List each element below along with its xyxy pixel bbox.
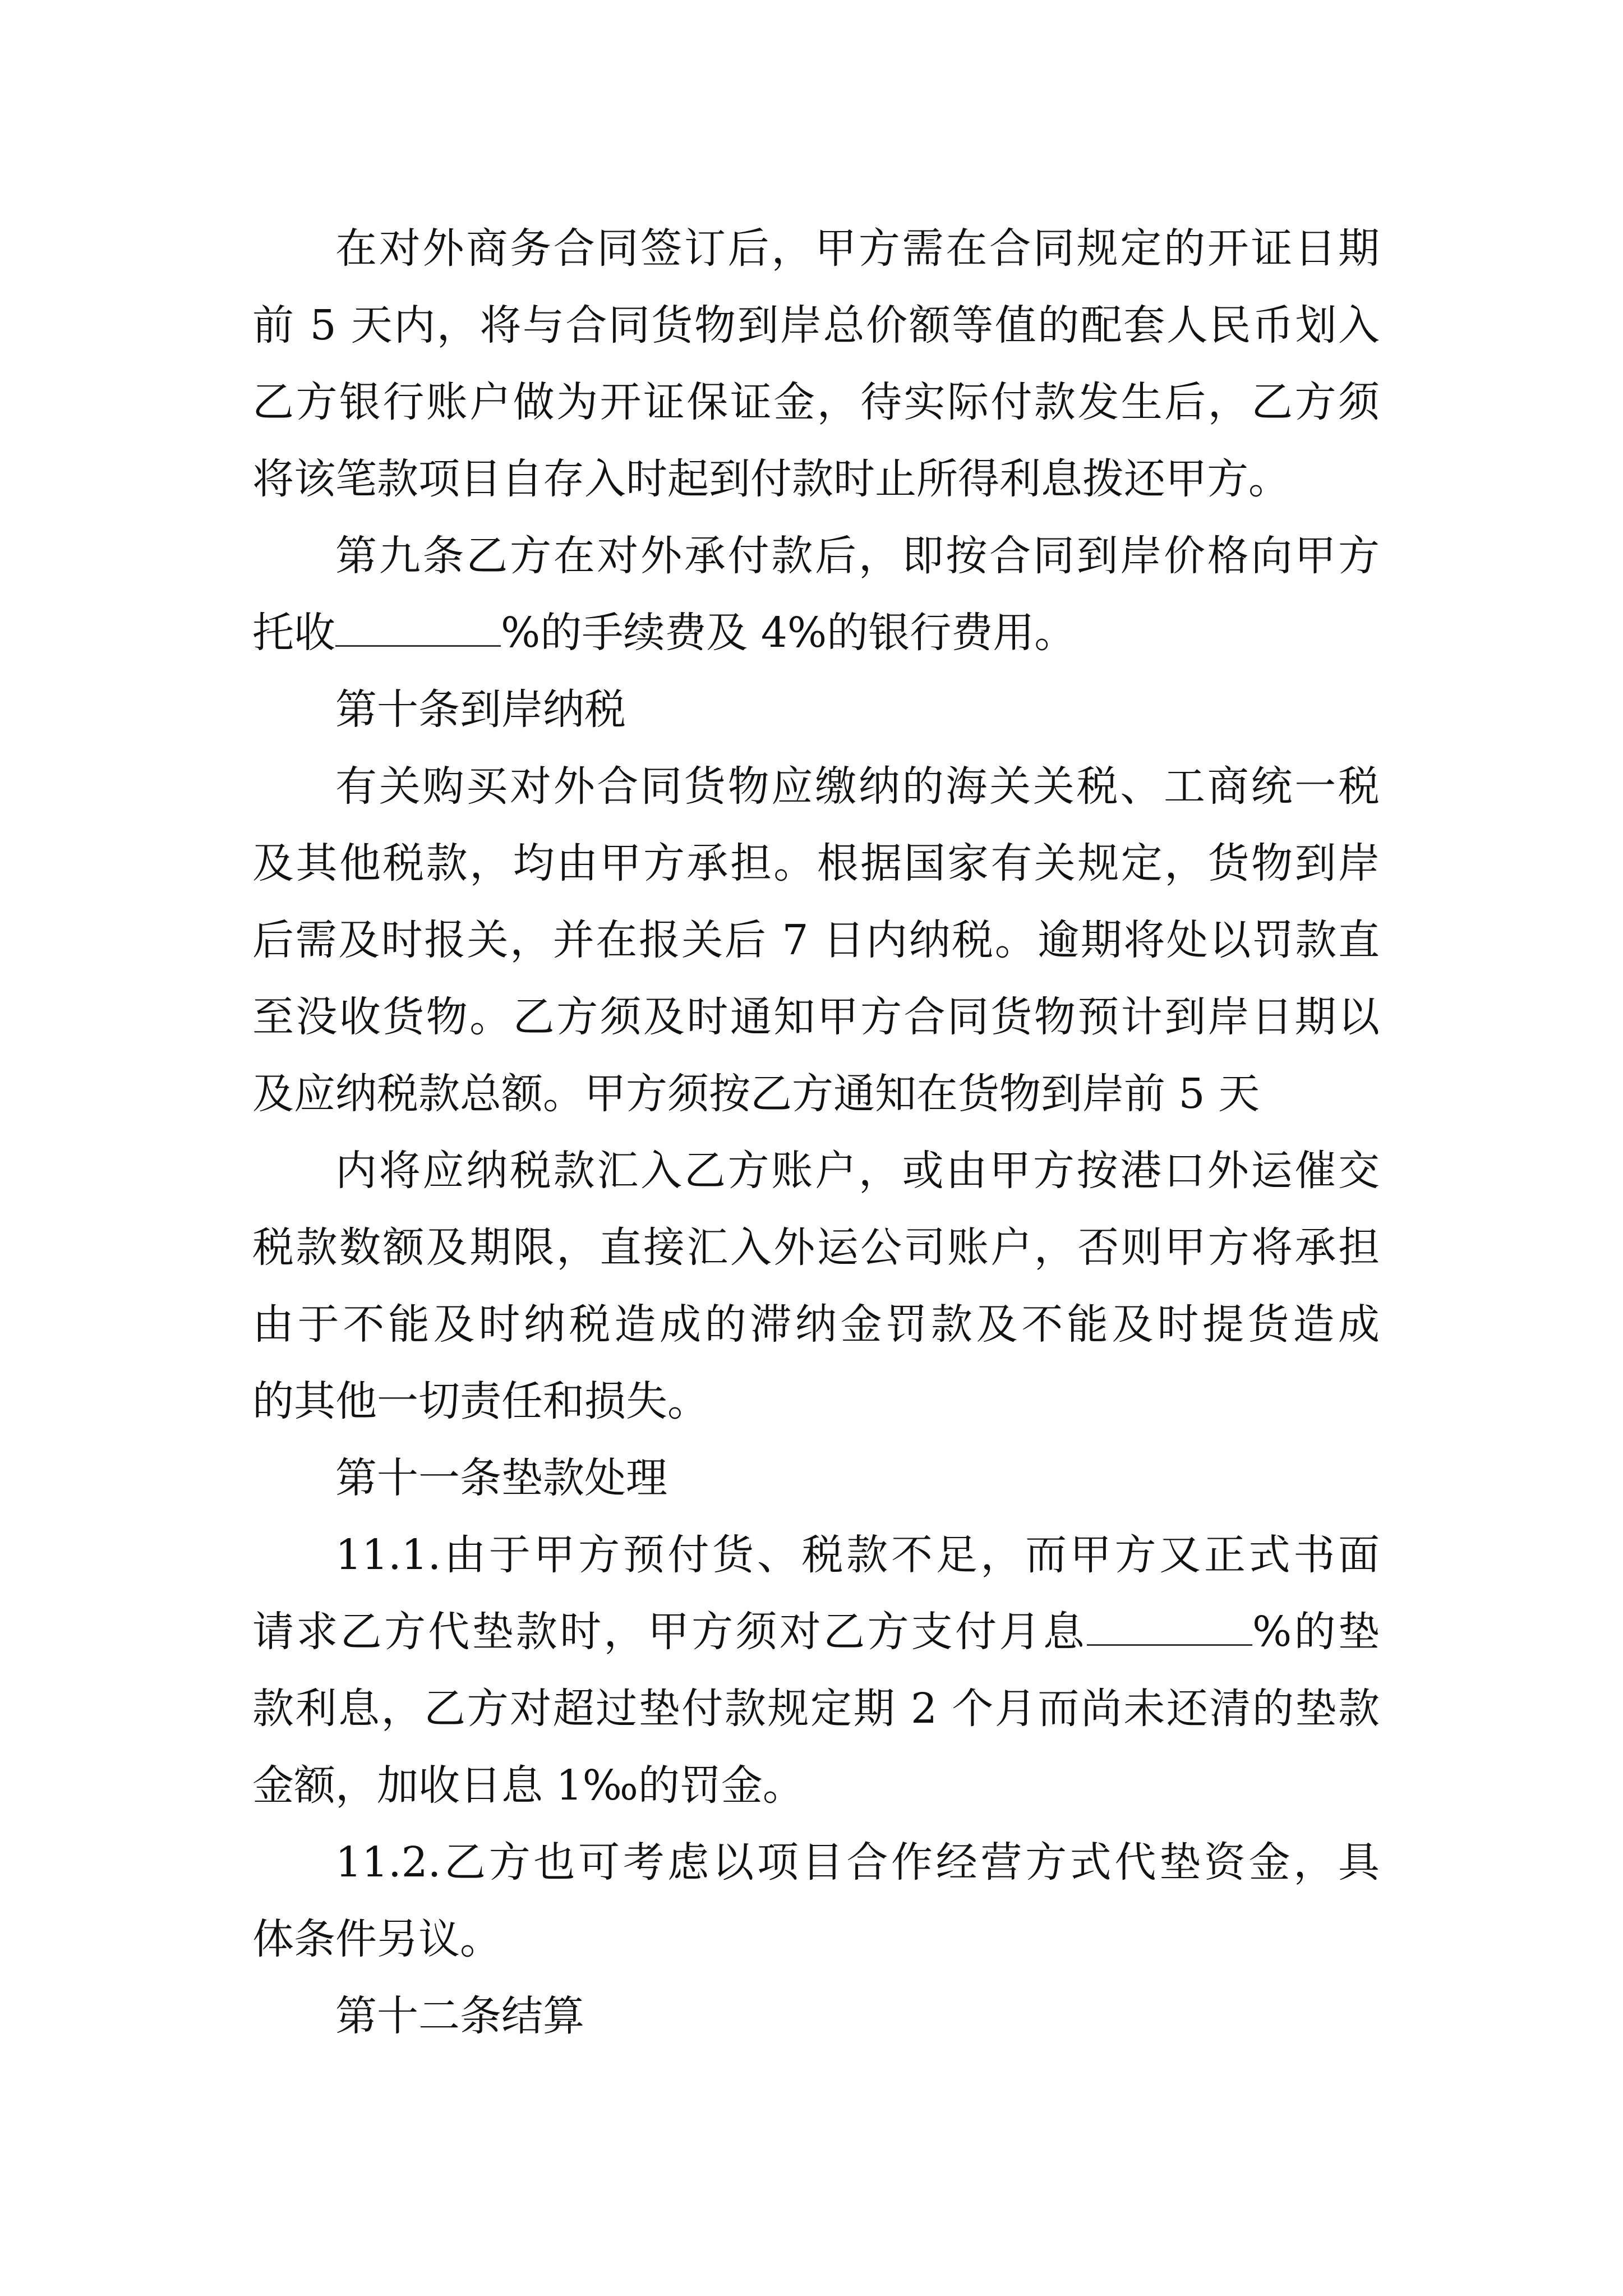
text-line: 乙方银行账户做为开证保证金，待实际付款发生后，乙方须 bbox=[252, 378, 1380, 426]
text-line: 及应纳税款总额。甲方须按乙方通知在货物到岸前 5 天 bbox=[252, 1070, 1260, 1118]
text-line bbox=[252, 595, 1380, 671]
text-line: 将该笔款项目自存入时起到付款时止所得利息拨还甲方。 bbox=[252, 455, 1290, 503]
article-12-heading: 第十二条结算 bbox=[335, 1992, 584, 2040]
text-fragment: %的垫 bbox=[1252, 1608, 1380, 1656]
text-line: 11.2.乙方也可考虑以项目合作经营方式代垫资金，具 bbox=[335, 1838, 1380, 1887]
text-line: 的其他一切责任和损失。 bbox=[252, 1377, 709, 1425]
text-line: 前 5 天内，将与合同货物到岸总价额等值的配套人民币划入 bbox=[252, 301, 1380, 349]
text-line: 内将应纳税款汇入乙方账户，或由甲方按港口外运催交 bbox=[335, 1147, 1380, 1195]
paragraph-taxes bbox=[252, 748, 1380, 1133]
text-fragment: 托收 bbox=[252, 609, 335, 657]
text-line: 在对外商务合同签订后，甲方需在合同规定的开证日期 bbox=[335, 224, 1380, 273]
text-line: 金额，加收日息 1‰的罚金。 bbox=[252, 1761, 804, 1810]
text-line: 后需及时报关，并在报关后 7 日内纳税。逾期将处以罚款直 bbox=[252, 916, 1380, 964]
text-line: 税款数额及期限，直接汇入外运公司账户，否则甲方将承担 bbox=[252, 1223, 1380, 1272]
fill-in-blank bbox=[1087, 1611, 1252, 1646]
fill-in-blank bbox=[335, 611, 501, 647]
text-line: 11.1.由于甲方预付货、税款不足，而甲方又正式书面 bbox=[335, 1531, 1380, 1579]
text-fragment: 请求乙方代垫款时，甲方须对乙方支付月息 bbox=[252, 1608, 1087, 1656]
text-fragment: %的手续费及 4%的银行费用。 bbox=[501, 609, 1076, 657]
article-10-heading: 第十条到岸纳税 bbox=[335, 685, 626, 734]
paragraph-article-9 bbox=[252, 518, 1380, 671]
text-line bbox=[252, 1594, 1380, 1671]
paragraph-deposit bbox=[252, 210, 1380, 518]
text-line: 及其他税款，均由甲方承担。根据国家有关规定，货物到岸 bbox=[252, 839, 1380, 887]
document-body bbox=[252, 210, 1380, 2055]
paragraph-11-1 bbox=[252, 1517, 1380, 1824]
text-line: 第九条乙方在对外承付款后，即按合同到岸价格向甲方 bbox=[335, 532, 1380, 580]
paragraph-tax-payment bbox=[252, 1133, 1380, 1440]
text-line: 体条件另议。 bbox=[252, 1915, 501, 1963]
text-line: 至没收货物。乙方须及时通知甲方合同货物预计到岸日期以 bbox=[252, 993, 1380, 1041]
paragraph-11-2 bbox=[252, 1824, 1380, 1978]
text-line: 有关购买对外合同货物应缴纳的海关关税、工商统一税 bbox=[335, 762, 1380, 811]
text-line: 款利息，乙方对超过垫付款规定期 2 个月而尚未还清的垫款 bbox=[252, 1685, 1380, 1733]
text-line: 由于不能及时纳税造成的滞纳金罚款及不能及时提货造成 bbox=[252, 1300, 1380, 1349]
article-11-heading: 第十一条垫款处理 bbox=[335, 1454, 667, 1502]
